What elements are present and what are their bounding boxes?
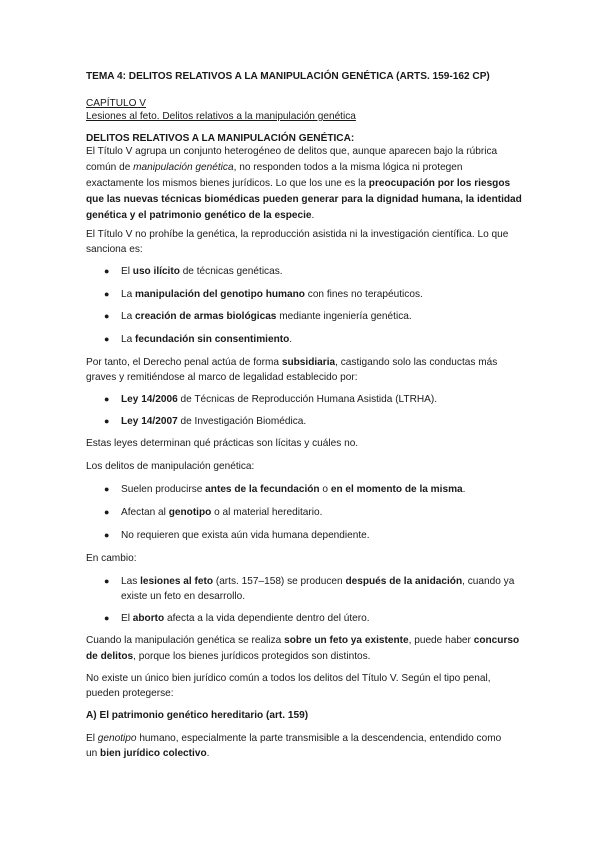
paragraph-1-line-1	[86, 145, 526, 158]
text-span: En cambio:	[86, 553, 137, 564]
text-span: El	[121, 613, 133, 624]
text-span: un	[86, 748, 101, 759]
text-span: exactamente los mismos bienes jurídicos. Lo que los une es la	[86, 178, 369, 189]
text-span: Suelen producirse	[121, 484, 206, 495]
bullet-icon: ●	[104, 530, 110, 540]
section-heading	[86, 132, 526, 145]
italic-term: manipulación genética	[133, 162, 234, 173]
bold-term: aborto	[132, 613, 165, 624]
bold-term: de delitos	[86, 651, 134, 662]
law-item	[121, 393, 561, 406]
text-span: La	[121, 311, 136, 322]
bullet-icon: ●	[104, 613, 110, 623]
paragraph-3-line-2	[86, 371, 526, 384]
chapter-text: CAPÍTULO V	[86, 98, 147, 109]
paragraph-7-line-1	[86, 634, 526, 647]
law-name: Ley 14/2007	[121, 416, 178, 427]
paragraph-9-line-1	[86, 732, 526, 745]
bullet-icon: ●	[104, 266, 110, 276]
bullet-icon: ●	[104, 484, 110, 494]
text-span: o al material hereditario.	[211, 507, 323, 518]
bold-term: después de la anidación	[345, 576, 463, 587]
section-heading-text: DELITOS RELATIVOS A LA MANIPULACIÓN GENÉTICA:	[86, 133, 355, 144]
text-span: No existe un único bien jurídico común a todos los delitos del Título V. Según el tipo penal,	[86, 673, 491, 684]
text-span: El Título V agrupa un conjunto heterogéneo de delitos que, aunque aparecen bajo la rúbrica	[86, 146, 498, 157]
document-title	[86, 70, 526, 83]
text-span: de técnicas genéticas.	[179, 266, 283, 277]
paragraph-8-line-1	[86, 672, 526, 685]
paragraph-1-line-5	[86, 209, 526, 222]
text-span: Por tanto, el Derecho penal actúa de forma	[86, 357, 282, 368]
list-item	[121, 333, 561, 346]
bold-term: manipulación del genotipo humano	[135, 289, 305, 300]
list-item-line-1	[121, 575, 561, 588]
text-span: o	[319, 484, 331, 495]
text-span: .	[311, 210, 315, 221]
paragraph-1-line-4	[86, 193, 526, 206]
text-span: .	[206, 748, 210, 759]
paragraph-8-line-2	[86, 687, 526, 700]
bold-term: que las nuevas técnicas biomédicas pueden generar para la dignidad humana, la identidad	[86, 194, 522, 205]
text-span: con fines no terapéuticos.	[304, 289, 423, 300]
bullet-icon: ●	[104, 394, 110, 404]
paragraph-1-line-3	[86, 177, 526, 190]
text-span: afecta a la vida dependiente dentro del útero.	[164, 613, 370, 624]
text-span: , no responden todos a la misma lógica ni protegen	[233, 162, 463, 173]
text-span: La	[121, 334, 136, 345]
paragraph-7-line-2	[86, 650, 526, 663]
paragraph-1-line-2	[86, 161, 526, 174]
bold-term: fecundación sin consentimiento	[135, 334, 290, 345]
text-span: mediante ingeniería genética.	[276, 311, 412, 322]
text-span: , porque los bienes jurídicos protegidos son distintos.	[133, 651, 371, 662]
text-span: Los delitos de manipulación genética:	[86, 461, 255, 472]
subheading	[86, 709, 526, 722]
italic-term: genotipo	[97, 733, 137, 744]
bullet-icon: ●	[104, 416, 110, 426]
paragraph-2-line-1	[86, 228, 526, 241]
text-span: El	[86, 733, 98, 744]
law-item	[121, 415, 561, 428]
bold-term: antes de la fecundación	[205, 484, 320, 495]
text-span: El	[121, 266, 133, 277]
bold-term: uso ilícito	[132, 266, 180, 277]
bold-term: lesiones al feto	[140, 576, 214, 587]
bullet-icon: ●	[104, 507, 110, 517]
text-span: , cuando ya	[462, 576, 515, 587]
list-item	[121, 310, 561, 323]
text-span: Cuando la manipulación genética se realiza	[86, 635, 285, 646]
paragraph-9-line-2	[86, 747, 526, 760]
chapter-label	[86, 97, 526, 110]
list-item	[121, 529, 561, 542]
bullet-icon: ●	[104, 289, 110, 299]
bullet-icon: ●	[104, 576, 110, 586]
chapter-subtitle	[86, 110, 526, 123]
text-span: común de	[86, 162, 134, 173]
bold-term: en el momento de la misma	[330, 484, 463, 495]
text-span: existe un feto en desarrollo.	[121, 591, 246, 602]
subheading-text: A) El patrimonio genético hereditario (art. 159)	[86, 710, 309, 721]
paragraph-3-line-1	[86, 356, 526, 369]
list-item	[121, 506, 561, 519]
text-span: pueden protegerse:	[86, 688, 174, 699]
text-span: Las	[121, 576, 141, 587]
bold-term: bien jurídico colectivo	[100, 748, 207, 759]
bold-term: concurso	[473, 635, 520, 646]
law-name: Ley 14/2006	[121, 394, 178, 405]
paragraph-5	[86, 460, 526, 473]
bold-term: genética y el patrimonio genético de la especie	[86, 210, 312, 221]
text-span: de Técnicas de Reproducción Humana Asistida (LTRHA).	[177, 394, 438, 405]
title-text: TEMA 4: DELITOS RELATIVOS A LA MANIPULACIÓN GENÉTICA (ARTS. 159-162 CP)	[86, 71, 490, 82]
text-span: sanciona es:	[86, 244, 143, 255]
bold-term: subsidiaria	[281, 357, 336, 368]
text-span: (arts. 157–158) se producen	[213, 576, 346, 587]
text-span: Afectan al	[121, 507, 169, 518]
list-item	[121, 483, 561, 496]
text-span: graves y remitiéndose al marco de legalidad establecido por:	[86, 372, 358, 383]
text-span: humano, especialmente la parte transmisible a la descendencia, entendido como	[136, 733, 502, 744]
list-item	[121, 288, 561, 301]
bold-term: genotipo	[168, 507, 212, 518]
text-span: .	[289, 334, 293, 345]
list-item	[121, 265, 561, 278]
bold-term: sobre un feto ya existente	[284, 635, 409, 646]
bullet-icon: ●	[104, 334, 110, 344]
text-span: , castigando solo las conductas más	[335, 357, 498, 368]
text-span: Estas leyes determinan qué prácticas son lícitas y cuáles no.	[86, 438, 359, 449]
text-span: .	[462, 484, 466, 495]
paragraph-6	[86, 552, 526, 565]
chapter-subtitle-text: Lesiones al feto. Delitos relativos a la manipulación genética	[86, 111, 356, 122]
bold-term: preocupación por los riesgos	[368, 178, 511, 189]
list-item	[121, 612, 561, 625]
paragraph-4	[86, 437, 526, 450]
text-span: de Investigación Biomédica.	[177, 416, 307, 427]
list-item-line-2	[121, 590, 561, 603]
bold-term: creación de armas biológicas	[135, 311, 277, 322]
text-span: , puede haber	[408, 635, 474, 646]
paragraph-2-line-2	[86, 243, 526, 256]
text-span: La	[121, 289, 136, 300]
bullet-icon: ●	[104, 311, 110, 321]
text-span: El Título V no prohíbe la genética, la reproducción asistida ni la investigación científica. Lo que	[86, 229, 509, 240]
text-span: No requieren que exista aún vida humana dependiente.	[121, 530, 370, 541]
